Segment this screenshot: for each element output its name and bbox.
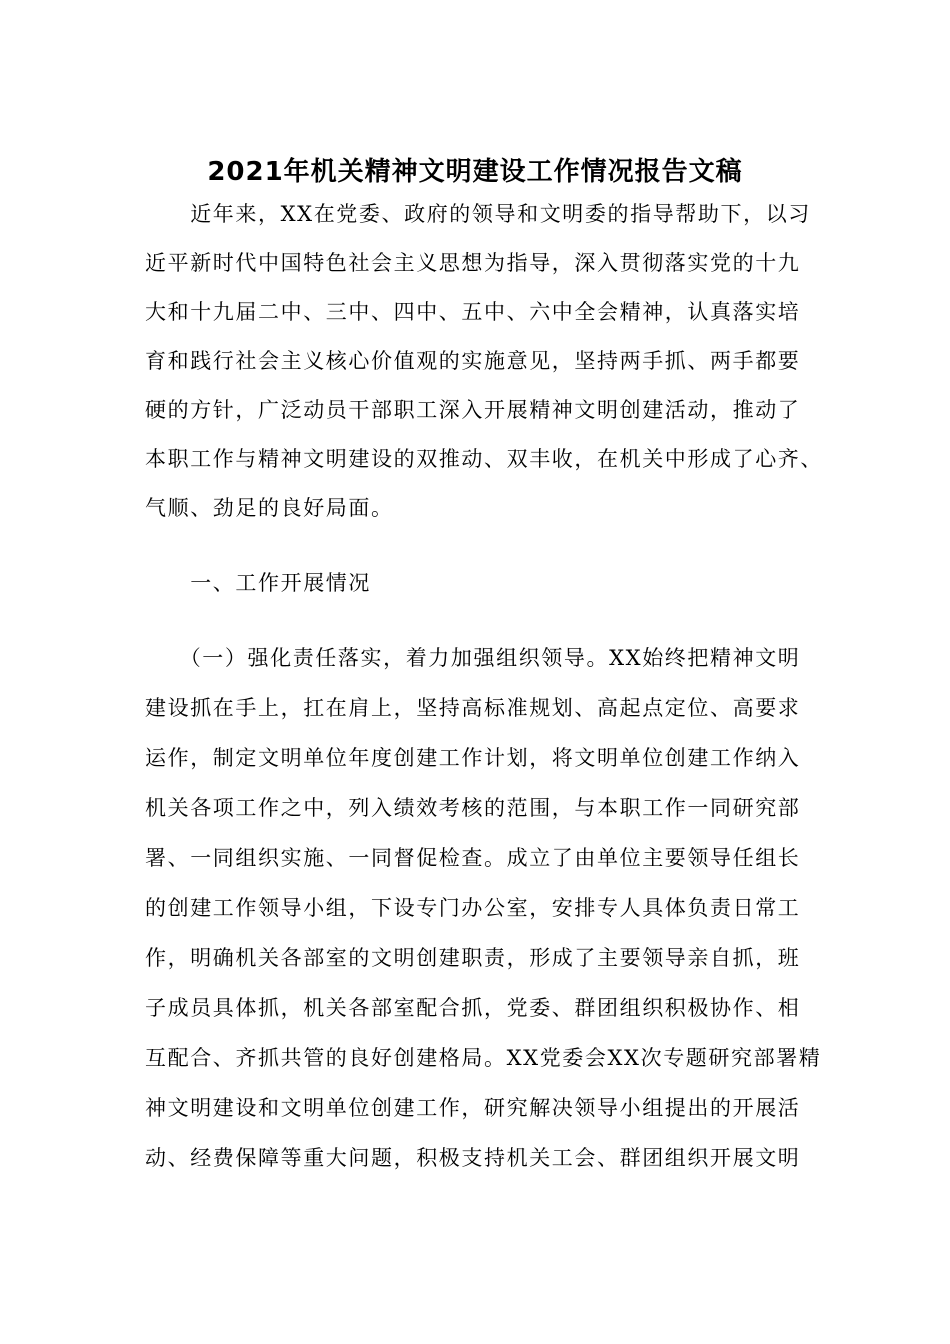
paragraph-line: 机关各项工作之中，列入绩效考核的范围，与本职工作一同研究部 [145,796,801,820]
paragraph-line: 硬的方针，广泛动员干部职工深入开展精神文明创建活动，推动了 [145,398,801,422]
paragraph-line: 建设抓在手上，扛在肩上，坚持高标准规划、高起点定位、高要求 [145,696,801,720]
section-heading: 一、工作开展情况 [145,571,371,595]
paragraph-line: 互配合、齐抓共管的良好创建格局。XX党委会XX次专题研究部署精 [145,1046,822,1070]
paragraph-line: 署、一同组织实施、一同督促检查。成立了由单位主要领导任组长 [145,846,801,870]
paragraph-line: 运作，制定文明单位年度创建工作计划，将文明单位创建工作纳入 [145,746,801,770]
paragraph-line: （一）强化责任落实，着力加强组织领导。XX始终把精神文明 [145,646,801,670]
paragraph-line: 神文明建设和文明单位创建工作，研究解决领导小组提出的开展活 [145,1096,801,1120]
paragraph-line: 育和践行社会主义核心价值观的实施意见，坚持两手抓、两手都要 [145,349,801,373]
paragraph-line: 的创建工作领导小组，下设专门办公室，安排专人具体负责日常工 [145,896,801,920]
paragraph-line: 大和十九届二中、三中、四中、五中、六中全会精神，认真落实培 [145,300,801,324]
paragraph-line: 作，明确机关各部室的文明创建职责，形成了主要领导亲自抓，班 [145,946,801,970]
paragraph-line: 近年来，XX在党委、政府的领导和文明委的指导帮助下，以习 [145,202,811,226]
paragraph-line: 近平新时代中国特色社会主义思想为指导，深入贯彻落实党的十九 [145,251,801,275]
document-title: 2021年机关精神文明建设工作情况报告文稿 [207,157,743,187]
paragraph-line: 子成员具体抓，机关各部室配合抓，党委、群团组织积极协作、相 [145,996,801,1020]
paragraph-line: 本职工作与精神文明建设的双推动、双丰收，在机关中形成了心齐、 [145,447,823,471]
paragraph-line: 气顺、劲足的良好局面。 [145,496,394,520]
paragraph-line: 动、经费保障等重大问题，积极支持机关工会、群团组织开展文明 [145,1146,801,1170]
